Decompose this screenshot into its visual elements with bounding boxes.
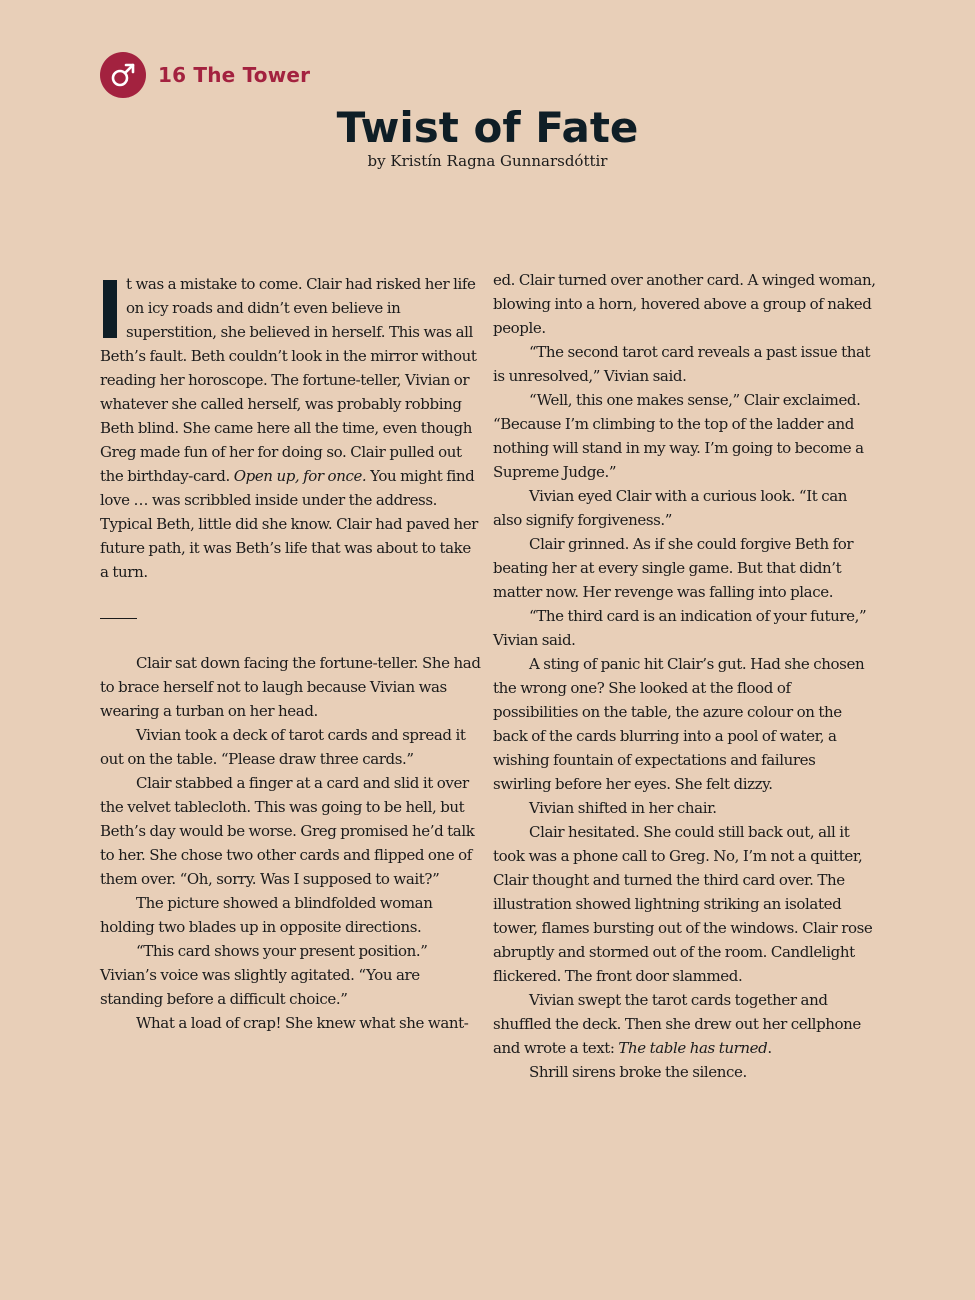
paragraph: Vivian eyed Clair with a curious look. “It can also signify forgiveness.” bbox=[493, 487, 848, 529]
drop-cap bbox=[103, 280, 117, 338]
closing-paragraph: Shrill sirens broke the silence. bbox=[529, 1063, 747, 1081]
paragraph: “Well, this one makes sense,” Clair exclaimed. “Because I’m climbing to the top of the ladder and nothing will stand in my way. I’m going to become a Supreme Judge.” bbox=[493, 391, 864, 481]
chapter-header bbox=[100, 52, 310, 98]
paragraph: Vivian swept the tarot cards together and shuffled the deck. Then she drew out her cellphone and wrote a text: The table has turned. bbox=[493, 991, 861, 1057]
paragraph: “This card shows your present position.” Vivian’s voice was slightly agitated. “You are standing before a difficult choice.” bbox=[100, 942, 428, 1008]
text-column-left bbox=[100, 272, 482, 1035]
paragraph-split: What a load of crap! She knew what she want- bbox=[136, 1014, 469, 1032]
text-column-right bbox=[493, 268, 877, 1084]
card-quote: Open up, for once. bbox=[233, 467, 367, 485]
chapter-label: 16 The Tower bbox=[158, 63, 311, 87]
paragraph: Clair sat down facing the fortune-teller. She had to brace herself not to laugh because Vivian was wearing a turban on her head. bbox=[100, 654, 481, 720]
text-message: The table has turned bbox=[618, 1039, 768, 1057]
section-divider bbox=[100, 618, 137, 619]
paragraph-continued: ed. Clair turned over another card. A winged woman, blowing into a horn, hovered above a group of naked people. bbox=[493, 271, 876, 337]
paragraph: Vivian took a deck of tarot cards and spread it out on the table. “Please draw three cards.” bbox=[100, 726, 466, 768]
author-byline: by Kristín Ragna Gunnarsdóttir bbox=[367, 152, 608, 170]
paragraph: The picture showed a blindfolded woman holding two blades up in opposite directions. bbox=[100, 894, 433, 936]
paragraph: “The second tarot card reveals a past issue that is unresolved,” Vivian said. bbox=[493, 343, 871, 385]
paragraph: “The third card is an indication of your future,” Vivian said. bbox=[493, 607, 867, 649]
paragraph: Clair grinned. As if she could forgive Beth for beating her at every single game. But that didn’t matter now. Her revenge was falling into place. bbox=[493, 535, 854, 601]
paragraph: Clair hesitated. She could still back out, all it took was a phone call to Greg. No, I’m not a quitter, Clair thought and turned the third card over. The illustration showed lightning striking an isolated tower, flames bursting out of the windows. Clair rose abruptly and stormed out of the room. Candlelight flickered. The front door slammed. bbox=[493, 823, 873, 985]
story-title: Twist of Fate bbox=[336, 103, 639, 152]
opening-paragraph: t was a mistake to come. Clair had risked her life on icy roads and didn’t even believe in superstition, she believed in herself. This was all Beth’s fault. Beth couldn’t look in the mirror without reading her horoscope. The fortune-teller, Vivian or whatever she called herself, was probably robbing Beth blind. She came here all the time, even though Greg made fun of her for doing so. Clair pulled out the birthday-card. Open up, for once. You might find love … was scribbled inside under the address. Typical Beth, little did she know. Clair had paved her future path, it was Beth’s life that was about to take a turn. bbox=[100, 275, 478, 581]
mars-symbol-icon bbox=[100, 52, 146, 98]
paragraph: Clair stabbed a finger at a card and slid it over the velvet tablecloth. This was going to be hell, but Beth’s day would be worse. Greg promised he’d talk to her. She chose two other cards and flipped one of them over. “Oh, sorry. Was I supposed to wait?” bbox=[100, 774, 475, 888]
paragraph: Vivian shifted in her chair. bbox=[529, 799, 717, 817]
paragraph: A sting of panic hit Clair’s gut. Had she chosen the wrong one? She looked at the flood of possibilities on the table, the azure colour on the back of the cards blurring into a pool of water, a wishing fountain of expectations and failures swirling before her eyes. She felt dizzy. bbox=[493, 655, 865, 793]
